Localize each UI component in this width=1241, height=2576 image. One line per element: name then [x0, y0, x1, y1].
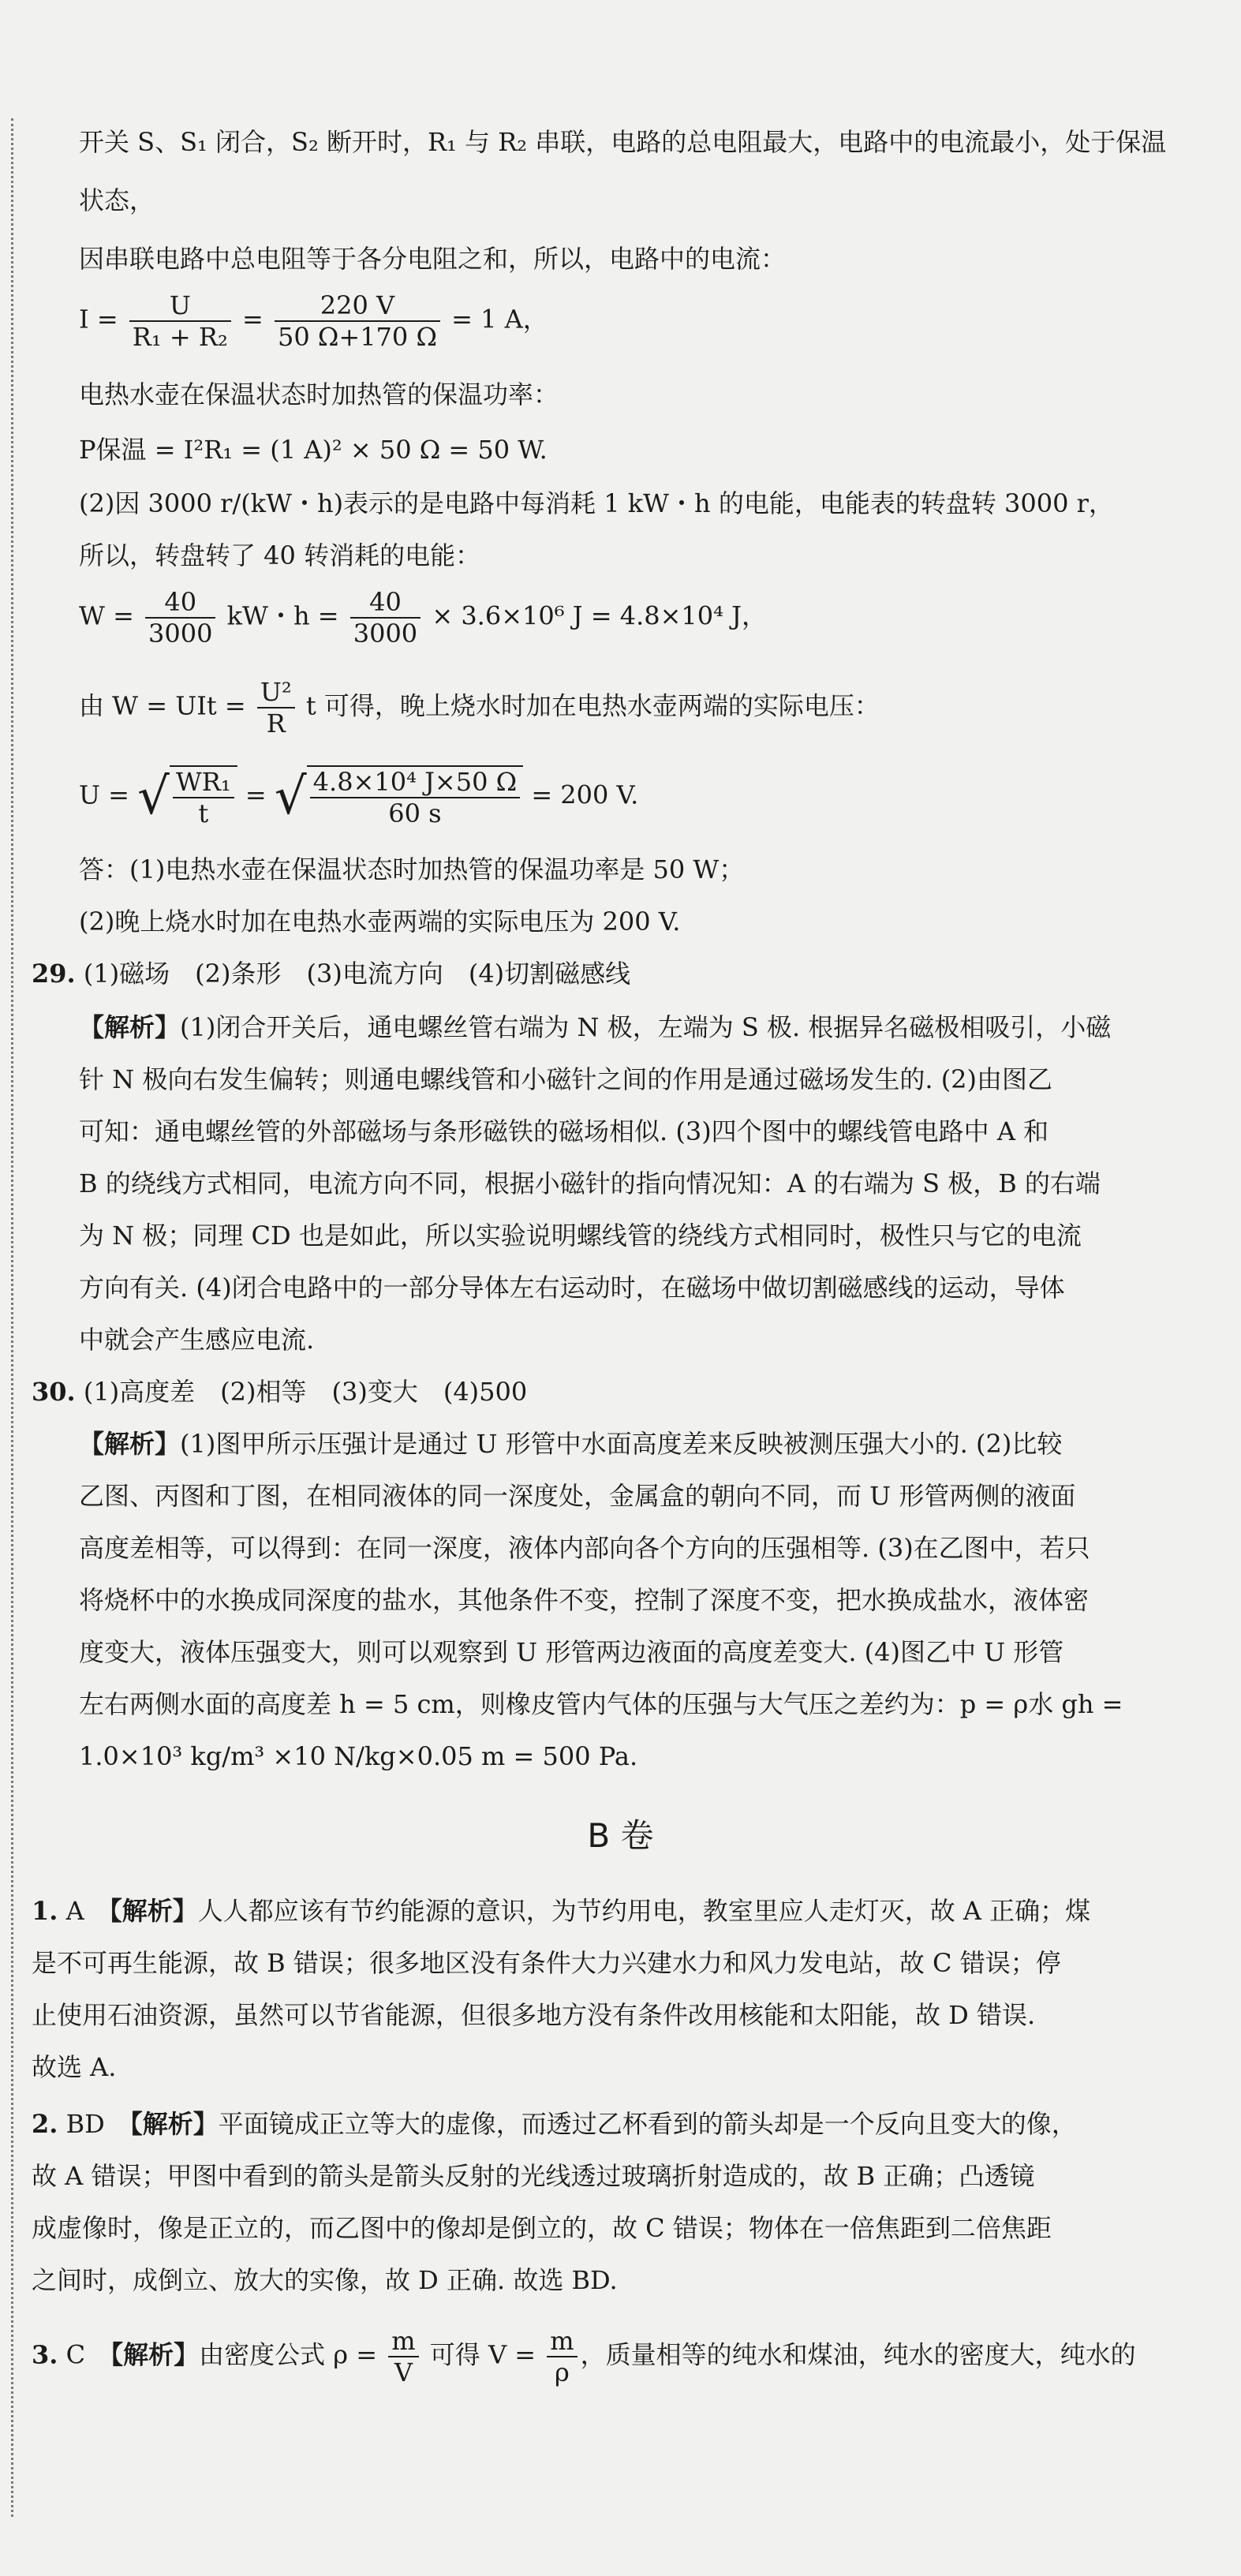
formula-part: 由 W = UIt = — [79, 690, 254, 721]
sqrt — [137, 765, 237, 828]
formula-voltage-relation — [79, 677, 880, 738]
formula-part: W = — [79, 600, 143, 631]
denominator: 3000 — [353, 619, 418, 649]
question-30-answer — [32, 1374, 527, 1409]
analysis-line: 故 A 错误；甲图中看到的箭头是箭头反射的光线透过玻璃折射造成的，故 B 正确；凸透镜 — [32, 2161, 1035, 2191]
analysis-text: (1)图甲所示压强计是通过 U 形管中水面高度差来反映被测压强大小的. (2)比较 — [180, 1429, 1063, 1459]
question-number: 30. — [32, 1377, 76, 1407]
denominator: 3000 — [148, 619, 213, 649]
numerator: 4.8×10⁴ J×50 Ω — [310, 767, 520, 798]
fraction — [388, 2326, 418, 2387]
formula-voltage — [79, 765, 638, 828]
denominator: t — [198, 798, 209, 828]
fraction — [173, 767, 234, 828]
analysis-tag: 【解析】 — [129, 2109, 219, 2139]
formula-part: = — [241, 304, 271, 335]
text-line: 电热水壶在保温状态时加热管的保温功率： — [79, 379, 559, 409]
analysis-tag: 【解析】 — [109, 1896, 198, 1926]
analysis-line: 将烧杯中的水换成同深度的盐水，其他条件不变，控制了深度不变，把水换成盐水，液体密 — [79, 1585, 1090, 1615]
analysis-text: ，质量相等的纯水和煤油，纯水的密度大，纯水的 — [580, 2339, 1136, 2370]
fraction — [257, 677, 295, 738]
formula-energy — [79, 587, 767, 649]
denominator: R — [266, 708, 286, 738]
text-line: 开关 S、S₁ 闭合，S₂ 断开时，R₁ 与 R₂ 串联，电路的总电阻最大，电路中的电流最小，处于保温 — [79, 127, 1167, 157]
fraction — [129, 290, 231, 352]
numerator: 40 — [145, 587, 215, 619]
text-line: (2)因 3000 r/(kW・h)表示的是电路中每消耗 1 kW・h 的电能，电能表的转盘转 3000 r， — [79, 488, 1114, 518]
analysis-line: 度变大，液体压强变大，则可以观察到 U 形管两边液面的高度差变大. (4)图乙中 U 形管 — [79, 1637, 1064, 1667]
analysis-tag: 【解析】 — [79, 1429, 181, 1459]
analysis-line: 中就会产生感应电流. — [79, 1325, 315, 1355]
question-number: 3. — [32, 2339, 58, 2370]
analysis-line: 是不可再生能源，故 B 错误；很多地区没有条件大力兴建水力和风力发电站，故 C 错误；停 — [32, 1948, 1061, 1978]
question-number: 2. — [32, 2109, 58, 2139]
denominator: V — [394, 2357, 413, 2387]
answer-line: (2)晚上烧水时加在电热水壶两端的实际电压为 200 V. — [79, 907, 681, 937]
formula-part: I = — [79, 304, 126, 335]
analysis-line — [79, 1426, 1062, 1461]
formula-part: × 3.6×10⁶ J = 4.8×10⁴ J， — [432, 600, 767, 631]
analysis-line: 乙图、丙图和丁图，在相同液体的同一深度处，金属盒的朝向不同，而 U 形管两侧的液面 — [79, 1481, 1076, 1511]
text-line: 状态， — [79, 185, 155, 215]
analysis-line: 左右两侧水面的高度差 h = 5 cm，则橡皮管内气体的压强与大气压之差约为：p = ρ水 gh = — [79, 1689, 1123, 1719]
analysis-line: 成虚像时，像是正立的，而乙图中的像却是倒立的，故 C 错误；物体在一倍焦距到二倍焦距 — [32, 2213, 1052, 2243]
denominator: ρ — [554, 2357, 570, 2387]
sqrt-body — [170, 765, 237, 828]
question-number: 29. — [32, 959, 76, 989]
analysis-text: 人人都应该有节约能源的意识，为节约用电，教室里应人走灯灭，故 A 正确；煤 — [197, 1896, 1091, 1926]
analysis-line: B 的绕线方式相同，电流方向不同，根据小磁针的指向情况知：A 的右端为 S 极，B 的右端 — [79, 1168, 1101, 1198]
analysis-line — [79, 1010, 1111, 1045]
denominator: R₁ + R₂ — [132, 322, 228, 352]
b-question-1 — [32, 1894, 1090, 1928]
sqrt-body — [307, 765, 523, 828]
analysis-text: (1)闭合开关后，通电螺丝管右端为 N 极，左端为 S 极. 根据异名磁极相吸引，小磁 — [180, 1012, 1112, 1042]
b-question-3 — [32, 2326, 1136, 2387]
analysis-line: 可知：通电螺丝管的外部磁场与条形磁铁的磁场相似. (3)四个图中的螺线管电路中 A 和 — [79, 1116, 1049, 1146]
analysis-text: 由密度公式 ρ = — [199, 2339, 386, 2370]
answer-choice: BD — [65, 2109, 130, 2139]
analysis-line: 方向有关. (4)闭合电路中的一部分导体左右运动时，在磁场中做切割磁感线的运动，导体 — [79, 1273, 1065, 1303]
analysis-line: 故选 A. — [32, 2052, 117, 2082]
answer-choice: A — [65, 1896, 110, 1926]
numerator: WR₁ — [173, 767, 234, 798]
b-question-2 — [32, 2107, 1077, 2141]
numerator: m — [388, 2326, 418, 2357]
analysis-line: 之间时，成倒立、放大的实像，故 D 正确. 故选 BD. — [32, 2265, 618, 2295]
answer-choice: C — [65, 2339, 111, 2370]
analysis-line: 针 N 极向右发生偏转；则通电螺线管和小磁针之间的作用是通过磁场发生的. (2)由图乙 — [79, 1064, 1053, 1094]
numerator: 40 — [350, 587, 421, 619]
analysis-line: 止使用石油资源，虽然可以节省能源，但很多地方没有条件改用核能和太阳能，故 D 错误. — [32, 2000, 1036, 2030]
denominator: 60 s — [388, 798, 442, 828]
denominator: 50 Ω+170 Ω — [277, 322, 437, 352]
fraction — [275, 290, 440, 352]
numerator: U² — [257, 677, 295, 708]
analysis-line: 为 N 极；同理 CD 也是如此，所以实验说明螺线管的绕线方式相同时，极性只与它的电流 — [79, 1221, 1082, 1251]
formula-part: U = — [79, 780, 138, 810]
fraction — [350, 587, 421, 649]
section-b-title: B 卷 — [587, 1816, 654, 1855]
text-line: 因串联电路中总电阻等于各分电阻之和，所以，电路中的电流： — [79, 244, 787, 274]
fraction — [145, 587, 215, 649]
formula-power: P保温 = I²R₁ = (1 A)² × 50 Ω = 50 W. — [79, 435, 548, 465]
analysis-text: 可得 V = — [421, 2339, 544, 2370]
formula-part: kW・h = — [226, 600, 347, 631]
fraction — [547, 2326, 577, 2387]
formula-current — [79, 290, 548, 352]
analysis-text: 平面镜成正立等大的虚像，而透过乙杯看到的箭头却是一个反向且变大的像， — [218, 2109, 1077, 2139]
question-number: 1. — [32, 1896, 58, 1926]
fraction — [310, 767, 520, 828]
analysis-tag: 【解析】 — [79, 1012, 181, 1042]
question-29-answer — [32, 956, 630, 991]
answer-text: (1)磁场 (2)条形 (3)电流方向 (4)切割磁感线 — [83, 959, 631, 989]
formula-part: = 200 V. — [531, 780, 639, 810]
formula-part: = 1 A， — [451, 304, 548, 335]
formula-part: t 可得，晚上烧水时加在电热水壶两端的实际电压： — [305, 690, 880, 721]
numerator: 220 V — [275, 290, 440, 322]
answer-line: 答：(1)电热水壶在保温状态时加热管的保温功率是 50 W； — [79, 854, 745, 884]
analysis-line: 高度差相等，可以得到：在同一深度，液体内部向各个方向的压强相等. (3)在乙图中，若只 — [79, 1533, 1090, 1563]
analysis-line: 1.0×10³ kg/m³ ×10 N/kg×0.05 m = 500 Pa. — [79, 1741, 638, 1771]
sqrt-sign-icon: √ — [137, 768, 170, 826]
numerator: m — [547, 2326, 577, 2357]
answer-text: (1)高度差 (2)相等 (3)变大 (4)500 — [83, 1377, 528, 1407]
analysis-tag: 【解析】 — [110, 2339, 200, 2370]
formula-part: = — [245, 780, 275, 810]
sqrt-sign-icon: √ — [274, 768, 307, 826]
binding-margin-rule — [11, 118, 13, 2517]
sqrt — [275, 765, 523, 828]
text-line: 所以，转盘转了 40 转消耗的电能： — [79, 540, 481, 570]
numerator: U — [129, 290, 231, 322]
